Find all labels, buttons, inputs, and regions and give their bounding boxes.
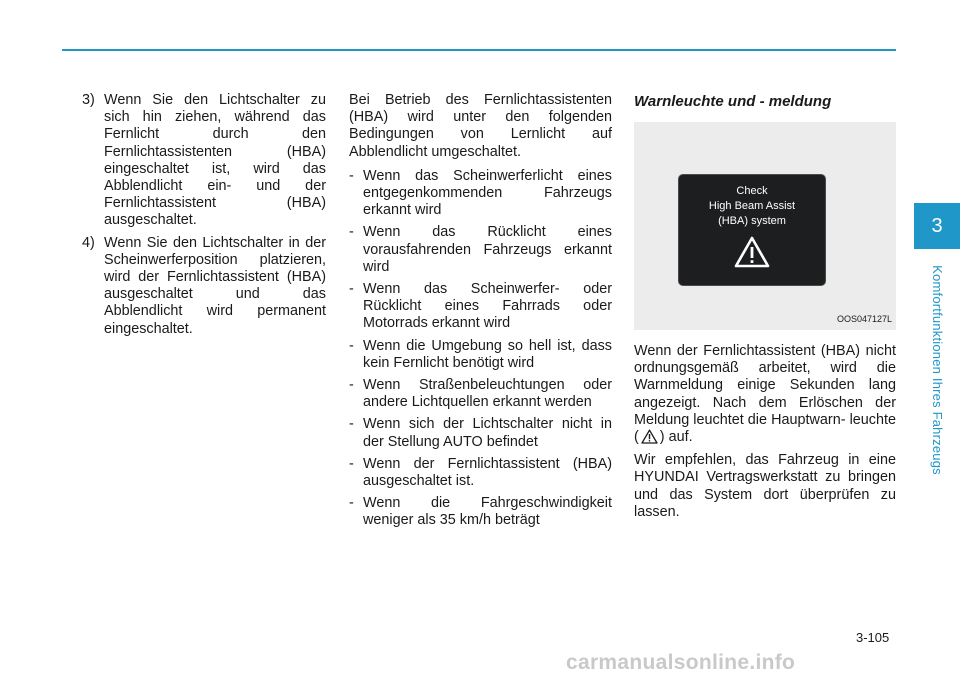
item-text: Wenn das Scheinwerferlicht eines entgegenkommenden Fahrzeugs erkannt wird	[363, 167, 612, 219]
list-item	[349, 224, 612, 276]
warning-triangle-icon	[641, 429, 658, 444]
item-text: Wenn die Umgebung so hell ist, dass kein Fernlicht benötigt wird	[363, 337, 612, 371]
item-text: Wenn die Fahrgeschwindigkeit weniger als 35 km/h beträgt	[363, 495, 612, 529]
item-text: Wenn das Rücklicht eines vorausfahrenden Fahrzeugs erkannt wird	[363, 224, 612, 275]
page-number: 3-105	[856, 630, 890, 645]
column-middle	[349, 92, 612, 535]
item-marker: 4)	[82, 234, 95, 251]
item-marker: -	[349, 455, 354, 472]
item-marker: -	[349, 167, 354, 184]
recommendation-paragraph: Wir empfehlen, das Fahrzeug in eine HYUNDAI Vertragswerkstatt zu bringen und das System dort überprüfen zu lassen.	[634, 452, 896, 520]
display-line-3: (HBA) system	[718, 215, 786, 227]
item-marker: -	[349, 416, 354, 433]
list-item	[349, 495, 612, 529]
chapter-tab: 3	[914, 203, 960, 249]
display-line-1: Check	[736, 185, 768, 197]
warning-triangle-icon	[733, 235, 771, 269]
list-item	[349, 456, 612, 490]
numbered-item	[82, 235, 326, 338]
display-line-2: High Beam Assist	[708, 200, 796, 212]
cluster-display	[678, 174, 826, 286]
list-item	[349, 168, 612, 220]
chapter-label: Komfortfunktionen Ihres Fahrzeugs	[930, 265, 945, 475]
item-text: Wenn Straßenbeleuchtungen oder andere Lichtquellen erkannt werden	[363, 377, 612, 411]
list-item	[349, 338, 612, 372]
column-left	[82, 92, 326, 343]
item-text: Wenn das Scheinwerfer- oder Rücklicht eines Fahrrads oder Motorrads erkannt wird	[363, 281, 612, 332]
warning-paragraph-text: Wenn der Fernlichtassistent (HBA) nicht ordnungsgemäß arbeitet, wird die Warnmeldung einige Sekunden lang angezeigt. Nach dem Erlöschen der Meldung leuchtet die Hauptwarn- leuchte (	[634, 343, 896, 446]
item-text: Wenn sich der Lichtschalter nicht in der Stellung AUTO befindet	[363, 416, 612, 450]
warning-paragraph	[634, 343, 896, 446]
list-item	[349, 377, 612, 411]
column-right	[634, 92, 896, 527]
figure-code: OOS047127L	[836, 314, 892, 324]
warning-message-figure	[634, 122, 896, 330]
warning-paragraph-end: ) auf.	[659, 429, 693, 446]
warning-text	[634, 343, 896, 521]
header-rule	[62, 49, 896, 51]
item-text: Wenn der Fernlichtassistent (HBA) ausgeschaltet ist.	[363, 455, 612, 490]
item-marker: -	[349, 337, 354, 354]
condition-list	[349, 168, 612, 530]
list-item	[349, 416, 612, 450]
item-text: Wenn Sie den Lichtschalter zu sich hin ziehen, während das Fernlicht durch den Fernlichtassistenten (HBA) eingeschaltet ist, wird das Abblendlicht ein- und der Fernlichtassistent (HBA) ausgeschaltet.	[104, 92, 326, 229]
numbered-item	[82, 92, 326, 230]
item-marker: -	[349, 281, 354, 298]
intro-paragraph: Bei Betrieb des Fernlichtassistenten (HBA) wird unter den folgenden Bedingungen von Lernlicht auf Abblendlicht umgeschaltet.	[349, 92, 612, 160]
list-item	[349, 281, 612, 333]
section-heading: Warnleuchte und - meldung	[634, 93, 832, 110]
item-marker: -	[349, 495, 354, 512]
item-marker: 3)	[82, 92, 95, 108]
watermark: carmanualsonline.info	[566, 651, 796, 674]
item-marker: -	[349, 377, 354, 394]
item-text: Wenn Sie den Lichtschalter in der Scheinwerferposition platzieren, wird der Fernlichtassistent (HBA) ausgeschaltet und das Abblendlicht wird permanent eingeschaltet.	[104, 234, 326, 337]
item-marker: -	[349, 224, 354, 241]
